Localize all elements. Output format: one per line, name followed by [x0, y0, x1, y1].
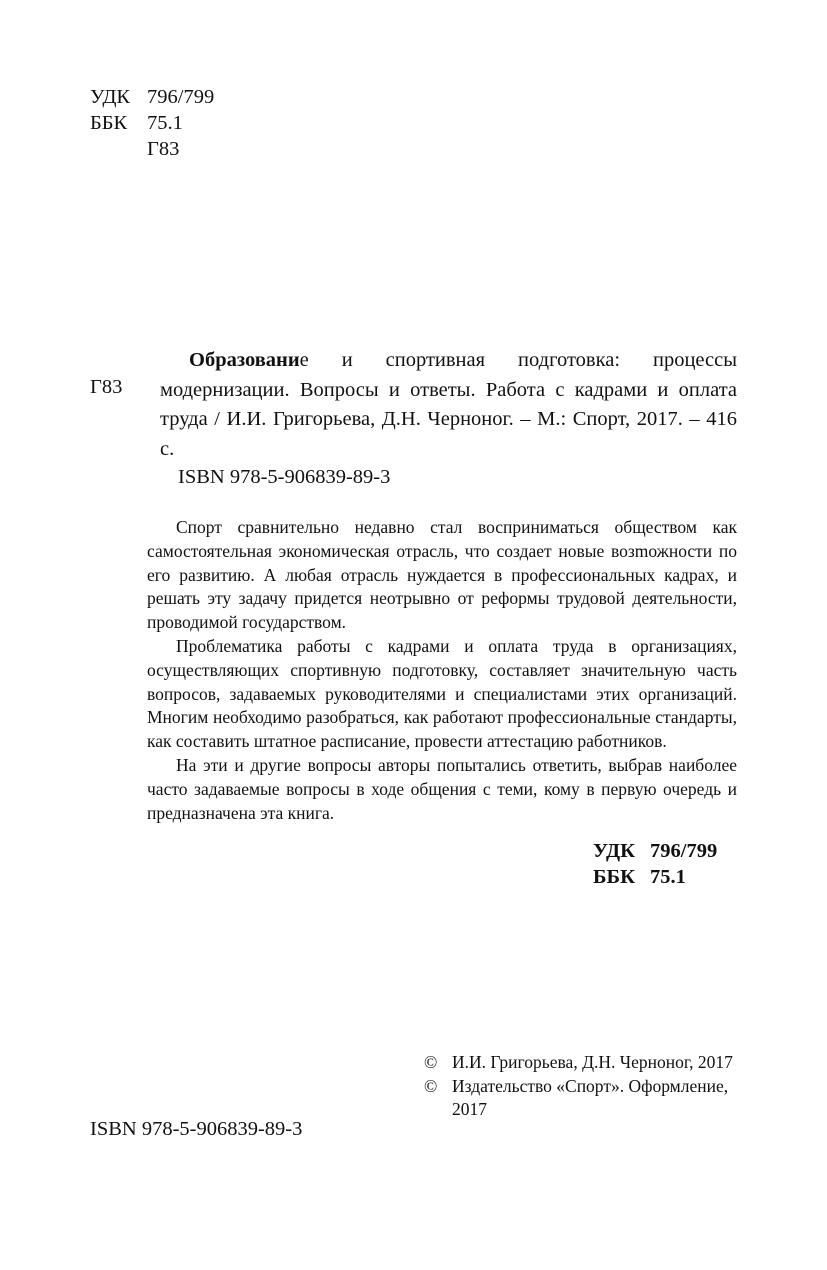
- udk-value: 796/799: [147, 86, 215, 108]
- bbk-label: ББК: [90, 112, 128, 134]
- annotation: [147, 516, 737, 825]
- copyright-block: [424, 1051, 754, 1122]
- isbn-bottom: ISBN 978-5-906839-89-3: [90, 1118, 303, 1140]
- side-author-mark: Г83: [90, 376, 123, 398]
- udk-row: [593, 838, 717, 864]
- bbk-value: 75.1: [650, 866, 686, 888]
- isbn-entry: ISBN 978-5-906839-89-3: [178, 466, 391, 488]
- annotation-paragraph: Проблематика работы с кадрами и оплата труда в организациях, осуществляющих спортивную подготовку, составляет значительную часть вопросов, задаваемых руководителями и специалистами этих организаций. Многим необходимо разобраться, как работают профессиональные стандарты, как составить штатное расписание, провести аттестацию работников.: [147, 635, 737, 752]
- copyright-publisher: [424, 1075, 754, 1122]
- title-bold: Образовани: [189, 349, 300, 371]
- copyright-authors: [424, 1051, 754, 1075]
- author-mark-row: [90, 136, 214, 162]
- classification-codes-top: [90, 84, 214, 162]
- bibliographic-entry: [160, 346, 737, 464]
- annotation-paragraph: На эти и другие вопросы авторы попытались ответить, выбрав наиболее часто задаваемые вопросы в ходе общения с теми, кому в первую очередь и предназначена эта книга.: [147, 754, 737, 823]
- udk-value: 796/799: [650, 840, 718, 862]
- copyright-text: Издательство «Спорт». Оформление, 2017: [452, 1075, 729, 1119]
- title-rest: е и спортивная подготовка: процессы модернизации. Вопросы и ответы. Работа с кадрами и оплата труда / И.И. Григорьева, Д.Н. Черноног. – М.: Спорт, 2017. – 416 с.: [160, 349, 737, 460]
- udk-row: [90, 84, 214, 110]
- udk-label: УДК: [90, 86, 131, 108]
- annotation-paragraph: Спорт сравнительно недавно стал восприниматься обществом как самостоятельная экономическая отрасль, что создает новые возmожности по его развитию. А любая отрасль нуждается в профессиональных кадрах, и решать эту задачу придется неотрывно от реформы трудовой деятельности, проводимой государством.: [147, 517, 737, 633]
- udk-label: УДК: [593, 840, 635, 862]
- copyright-sign: ©: [424, 1052, 438, 1072]
- bbk-row: [90, 110, 214, 136]
- copyright-text: И.И. Григорьева, Д.Н. Черноног, 2017: [452, 1052, 733, 1072]
- classification-codes-bottom: [593, 838, 717, 890]
- copyright-sign: ©: [424, 1075, 438, 1096]
- bbk-label: ББК: [593, 866, 635, 888]
- bbk-row: [593, 864, 717, 890]
- author-mark: Г83: [147, 138, 180, 160]
- bbk-value: 75.1: [147, 112, 183, 134]
